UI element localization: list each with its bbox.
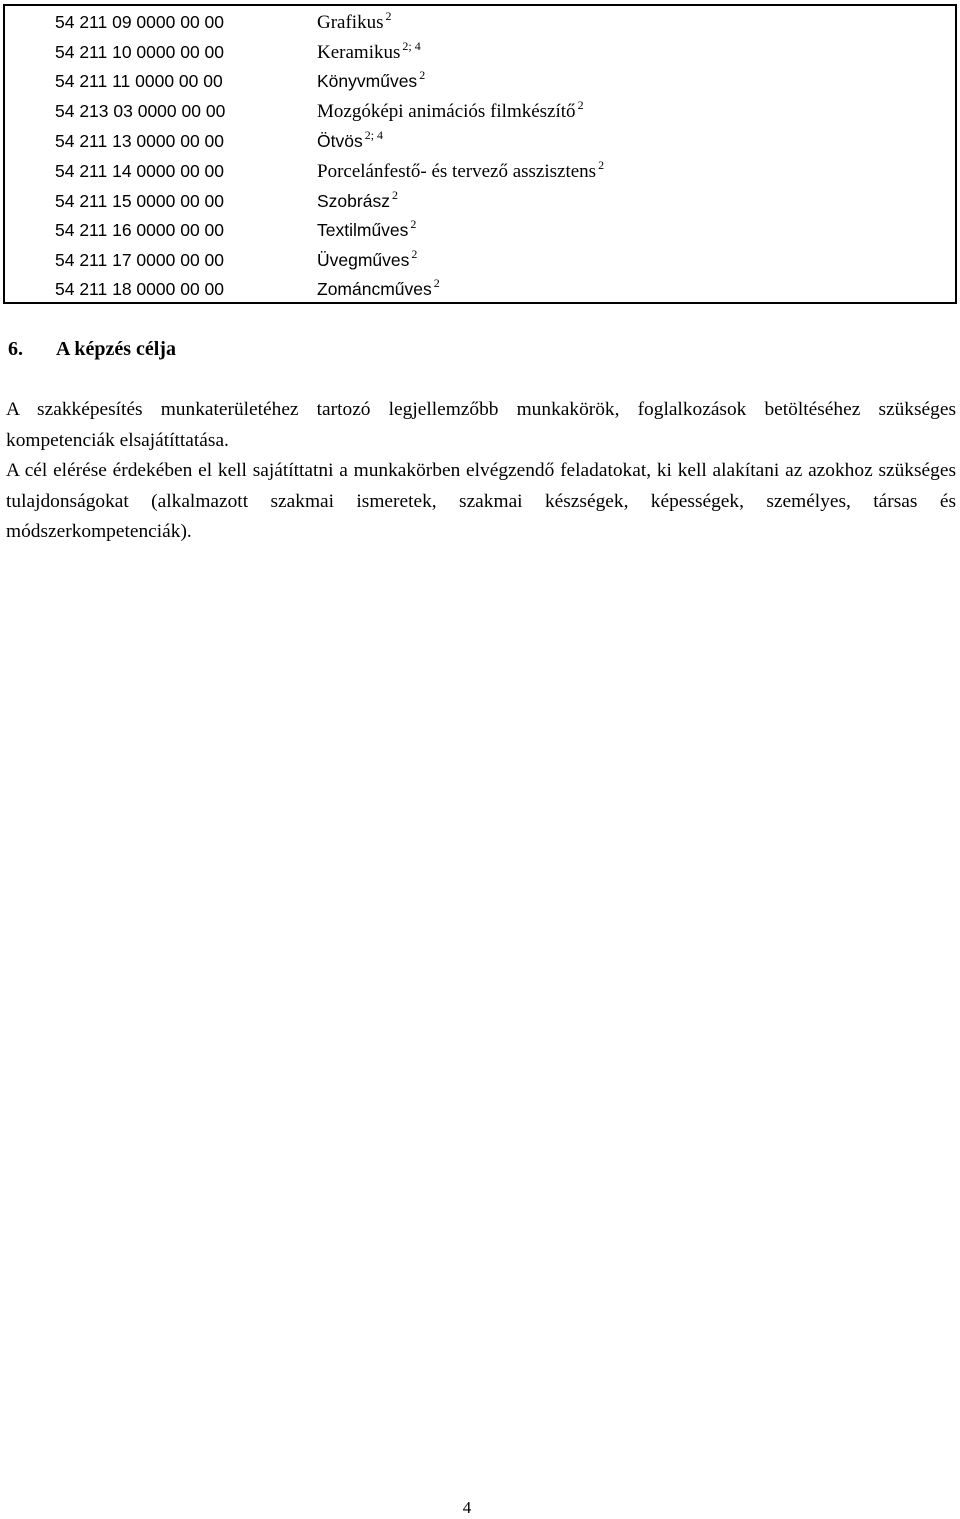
footnote-marker: 2 — [411, 247, 418, 262]
qualification-codes-table — [3, 4, 957, 304]
qualification-name: Zománcműves — [317, 278, 432, 299]
qualification-name: Mozgóképi animációs filmkészítő — [317, 101, 576, 123]
qualification-name-cell — [315, 124, 956, 154]
section-heading — [8, 338, 176, 361]
footnote-marker: 2; 4 — [364, 127, 384, 142]
table-row — [4, 124, 956, 154]
table-row — [4, 65, 956, 95]
qualification-name: Szobrász — [317, 190, 390, 211]
table-row — [4, 184, 956, 214]
section-paragraph-2: A cél elérése érdekében el kell sajátíttatni a munkakörben elvégzendő feladatokat, ki kell alakítani az azokhoz szükséges tulajdonságokat (alkalmazott szakmai ismeretek, szakmai készségek, képességek, személyes, társas és módszerkompetenciák). — [6, 460, 956, 542]
footnote-marker: 2 — [577, 98, 584, 113]
footnote-marker: 2 — [419, 68, 426, 83]
page-number: 4 — [462, 1498, 472, 1517]
qualification-name: Textilműves — [317, 220, 409, 241]
codes-table-body — [4, 5, 956, 303]
qualification-name: Könyvműves — [317, 71, 418, 92]
qualification-name-cell — [315, 184, 956, 214]
qualification-name-cell — [315, 214, 956, 244]
table-row — [4, 35, 956, 65]
qualification-name: Üvegműves — [317, 250, 410, 271]
qualification-name-cell — [315, 5, 956, 35]
footnote-marker: 2 — [410, 217, 417, 232]
footnote-marker: 2 — [391, 187, 398, 202]
qualification-code: 54 211 11 0000 00 00 — [55, 71, 223, 92]
qualification-name: Ötvös — [317, 130, 363, 151]
qualification-code: 54 211 16 0000 00 00 — [55, 220, 225, 241]
table-row — [4, 154, 956, 184]
qualification-name-cell — [315, 243, 956, 273]
qualification-name-cell — [315, 273, 956, 303]
qualification-code: 54 211 15 0000 00 00 — [55, 190, 225, 211]
table-row — [4, 94, 956, 124]
qualification-name-cell — [315, 94, 956, 124]
qualification-code: 54 211 18 0000 00 00 — [55, 278, 225, 299]
qualification-name-cell — [315, 35, 956, 65]
footnote-marker: 2; 4 — [402, 38, 421, 53]
qualification-name-cell — [315, 154, 956, 184]
table-row — [4, 273, 956, 303]
qualification-code: 54 211 17 0000 00 00 — [55, 250, 225, 271]
qualification-code: 54 211 14 0000 00 00 — [55, 160, 225, 181]
section-number: 6. — [8, 338, 23, 360]
section-title: A képzés célja — [56, 338, 176, 360]
qualification-name: Porcelánfestő- és tervező asszisztens — [317, 160, 597, 182]
table-row — [4, 5, 956, 35]
table-row — [4, 214, 956, 244]
qualification-code: 54 211 13 0000 00 00 — [55, 130, 225, 151]
qualification-name: Grafikus — [317, 11, 384, 33]
qualification-code: 54 211 09 0000 00 00 — [55, 11, 225, 32]
qualification-code: 54 213 03 0000 00 00 — [55, 101, 226, 122]
footnote-marker: 2 — [385, 8, 392, 23]
qualification-name-cell — [315, 65, 956, 95]
table-row — [4, 243, 956, 273]
footnote-marker: 2 — [433, 275, 440, 290]
qualification-code: 54 211 10 0000 00 00 — [55, 41, 225, 62]
footnote-marker: 2 — [598, 157, 605, 172]
qualification-name: Keramikus — [317, 41, 401, 63]
section-paragraph-1: A szakképesítés munkaterületéhez tartozó legjellemzőbb munkakörök, foglalkozások betöltéséhez szükséges kompetenciák elsajátíttatása. — [6, 399, 956, 451]
